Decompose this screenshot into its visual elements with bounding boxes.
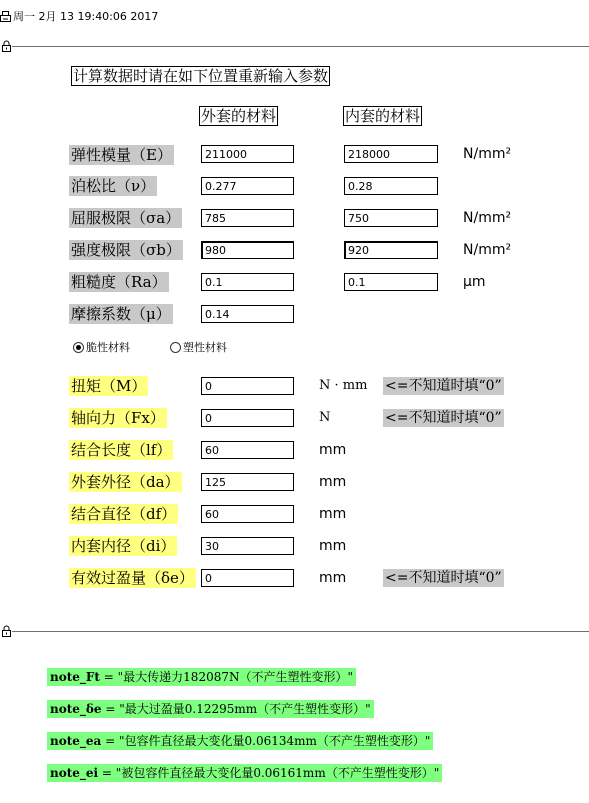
label-friction-coefficient: 摩擦系数（μ）: [71, 305, 171, 323]
note-name: note_δe: [50, 702, 102, 716]
label-inner-diameter: 内套内径（di）: [71, 537, 176, 555]
unit-axial-force: N: [319, 410, 331, 425]
label-outer-diameter: 外套外径（da）: [71, 473, 180, 491]
axial-force-input[interactable]: 0: [201, 409, 294, 427]
unit-joint-length: mm: [319, 442, 347, 458]
joint-diameter-input[interactable]: 60: [201, 505, 294, 523]
inner-roughness-input[interactable]: 0.1: [344, 273, 438, 291]
radio-plastic-label: 塑性材料: [183, 341, 227, 354]
unit-outer-diameter: mm: [319, 474, 347, 490]
hint-effective-interference: <=不知道时填“0”: [385, 570, 502, 586]
friction-coefficient-input[interactable]: 0.14: [201, 305, 294, 323]
note-inner-change: [47, 764, 442, 782]
note-value: = "最大传递力182087N（不产生塑性变形）": [99, 670, 354, 684]
label-elastic-modulus: 弹性模量（E）: [71, 146, 172, 164]
note-name: note_ea: [50, 734, 102, 748]
outer-roughness-input[interactable]: 0.1: [201, 273, 294, 291]
label-axial-force: 轴向力（Fx）: [71, 409, 165, 427]
unit-strength-limit: N/mm²: [463, 242, 512, 258]
outer-diameter-input[interactable]: 125: [201, 473, 294, 491]
unit-effective-interference: mm: [319, 570, 347, 586]
label-joint-length: 结合长度（lf）: [71, 441, 172, 459]
radio-plastic-material[interactable]: [170, 341, 227, 355]
radio-unselected-icon[interactable]: [170, 342, 181, 353]
instruction-title: 计算数据时请在如下位置重新输入参数: [73, 67, 329, 85]
outer-strength-limit-input[interactable]: 980: [201, 241, 294, 259]
unit-roughness: μm: [463, 274, 486, 290]
note-max-interference: [47, 700, 374, 718]
unit-inner-diameter: mm: [319, 538, 347, 554]
label-roughness: 粗糙度（Ra）: [71, 273, 167, 291]
outer-poisson-ratio-input[interactable]: 0.277: [201, 177, 294, 195]
note-value: = "包容件直径最大变化量0.06134mm（不产生塑性变形）": [101, 734, 431, 748]
outer-yield-limit-input[interactable]: 785: [201, 209, 294, 227]
torque-input[interactable]: 0: [201, 377, 294, 395]
hint-axial-force: <=不知道时填“0”: [385, 410, 502, 426]
label-strength-limit: 强度极限（σb）: [71, 241, 181, 259]
printer-icon: [0, 11, 11, 22]
note-outer-change: [47, 732, 433, 750]
note-value: = "被包容件直径最大变化量0.06161mm（不产生塑性变形）": [98, 766, 440, 780]
label-torque: 扭矩（M）: [71, 377, 147, 395]
note-value: = "最大过盈量0.12295mm（不产生塑性变形）": [101, 702, 371, 716]
lock-icon[interactable]: [1, 40, 12, 52]
inner-elastic-modulus-input[interactable]: 218000: [344, 145, 438, 163]
unit-elastic-modulus: N/mm²: [463, 146, 512, 162]
effective-interference-input[interactable]: 0: [201, 569, 294, 587]
unit-joint-diameter: mm: [319, 506, 347, 522]
note-name: note_ei: [50, 766, 99, 780]
label-poisson-ratio: 泊松比（ν）: [71, 177, 156, 195]
label-joint-diameter: 结合直径（df）: [71, 505, 177, 523]
unit-yield-limit: N/mm²: [463, 210, 512, 226]
inner-diameter-input[interactable]: 30: [201, 537, 294, 555]
note-max-force: [47, 668, 356, 686]
inner-material-header: 内套的材料: [345, 107, 421, 125]
inner-poisson-ratio-input[interactable]: 0.28: [344, 177, 438, 195]
inner-yield-limit-input[interactable]: 750: [344, 209, 438, 227]
header-bar: [0, 10, 158, 24]
unit-torque: N · mm: [319, 378, 368, 393]
label-yield-limit: 屈服极限（σa）: [71, 209, 181, 227]
radio-brittle-material[interactable]: [73, 341, 130, 355]
outer-material-header: 外套的材料: [201, 107, 277, 125]
datetime-text: 周一 2月 13 19:40:06 2017: [13, 10, 159, 23]
note-name: note_Ft: [50, 670, 100, 684]
radio-selected-icon[interactable]: [73, 342, 84, 353]
lock-icon[interactable]: [1, 625, 12, 637]
radio-brittle-label: 脆性材料: [86, 341, 130, 354]
inner-strength-limit-input[interactable]: 920: [344, 241, 438, 259]
label-effective-interference: 有效过盈量（δe）: [71, 569, 194, 587]
region-separator-bottom[interactable]: [12, 631, 589, 632]
joint-length-input[interactable]: 60: [201, 441, 294, 459]
hint-torque: <=不知道时填“0”: [385, 378, 502, 394]
outer-elastic-modulus-input[interactable]: 211000: [201, 145, 294, 163]
region-separator-top[interactable]: [12, 46, 589, 47]
